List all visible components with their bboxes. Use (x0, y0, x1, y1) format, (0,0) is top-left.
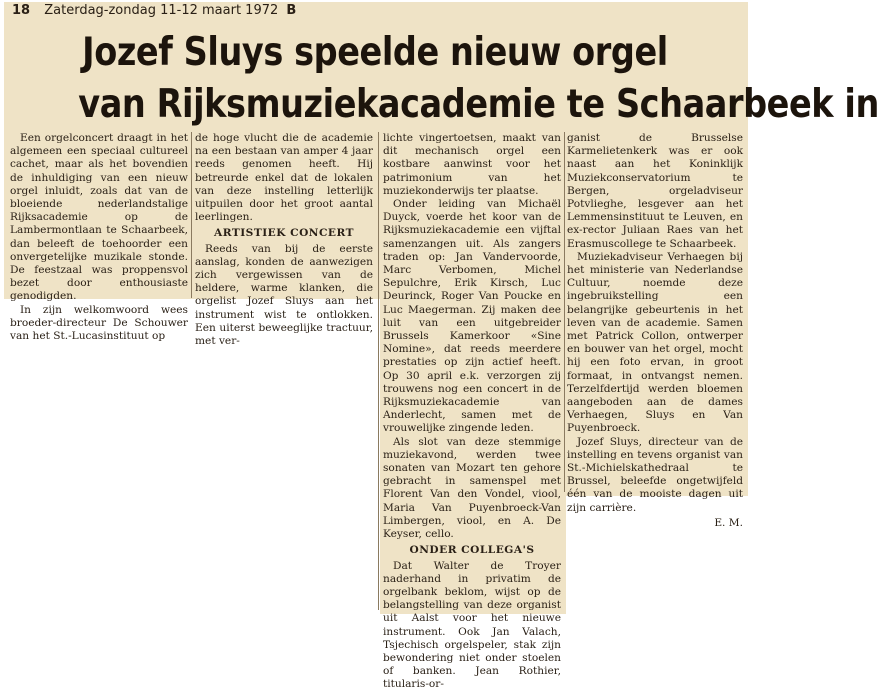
paragraph: de hoge vlucht die de academie na een bestaan van amper 4 jaar reeds genomen heeft. Hij betreurde enkel dat de lokalen van deze instelling letterlijk uitpuilen door het groot aantal leerlingen. (195, 132, 373, 224)
article-column-3 (383, 132, 561, 691)
paragraph: Als slot van deze stemmige muziekavond, werden twee sonaten van Mozart ten gehore gebracht in samenspel met Florent Van den Vondel, viool, Maria Van Puyenbroeck-Van Limbergen, viool, en A. De Keyser, cello. (383, 435, 561, 541)
paragraph: Muziekadviseur Verhaegen bij het ministerie van Nederlandse Cultuur, noemde deze ingebruikstelling een belangrijke gebeurtenis in het leven van de academie. Samen met Patrick Collon, ontwerper en bouwer van het orgel, mocht hij een foto ervan, in groot formaat, in ontvangst nemen. Terzelfdertijd werden bloemen aangeboden aan de dames Verhaegen, Sluys en Van Puyenbroeck. (567, 250, 743, 435)
article-column-4 (567, 132, 743, 529)
edition-letter: B (286, 3, 297, 18)
paragraph: ganist de Brusselse Karmelietenkerk was er ook naast aan het Koninklijk Muziekconservatorium te Bergen, orgeladviseur Potvlieghe, lesgever aan het Lemmensinstituut te Leuven, en ex-rector Juliaan Raes van het Erasmuscollege te Schaarbeek. (567, 132, 743, 250)
headline-line-1: Jozef Sluys speelde nieuw orgel (82, 30, 668, 75)
article-column-2 (195, 132, 373, 348)
paragraph: Jozef Sluys, directeur van de instelling en tevens organist van St.-Michielskathedraal te Brussel, beleefde ongetwijfeld één van de mooiste dagen uit zijn carrière. (567, 435, 743, 514)
page-number: 18 (12, 3, 31, 18)
section-heading: ONDER COLLEGA'S (409, 544, 535, 557)
section-heading: ARTISTIEK CONCERT (214, 227, 354, 240)
column-divider (564, 132, 565, 492)
author-signature: E. M. (714, 516, 743, 529)
paragraph: Dat Walter de Troyer naderhand in privatim de orgelbank beklom, wijst op de belangstelling van deze organist uit Aalst voor het nieuwe instrument. Ook Jan Valach, Tsjechisch orgelspeler, stak zijn bewondering niet onder stoelen of banken. Jean Rothier, titularis-or- (383, 559, 561, 691)
paragraph: In zijn welkomwoord wees broeder-directeur De Schouwer van het St.-Lucasinstituut op (10, 303, 188, 343)
paragraph: lichte vingertoetsen, maakt van dit mechanisch orgel een kostbare aanwinst voor het patrimonium van het muziekonderwijs ter plaatse. (383, 132, 561, 197)
column-divider (191, 132, 192, 298)
dateline (12, 3, 296, 18)
publication-date: Zaterdag-zondag 11-12 maart 1972 (44, 3, 279, 18)
headline-line-2: van Rijksmuziekacademie te Schaarbeek in (78, 82, 879, 127)
paragraph: Onder leiding van Michaël Duyck, voerde het koor van de Rijksmuziekacademie een vijftal samenzangen uit. Als zangers traden op: Jan Vandervoorde, Marc Verbomen, Michel Sepulchre, Erik Kirsch, Luc Deurinck, Roger Van Poucke en Luc Maegerman. Zij maken dee luit van een uitgebreider Brussels Kamerkoor «Sine Nomine», dat reeds meerdere prestaties op zijn actief heeft. Op 30 april e.k. verzorgen zij trouwens nog een concert in de Rijksmuziekacademie van Anderlecht, samen met de vrouwelijke zingende leden. (383, 198, 561, 435)
article-column-1 (10, 132, 188, 343)
paragraph: Reeds van bij de eerste aanslag, konden de aanwezigen zich vergewissen van de heldere, warme klanken, die orgelist Jozef Sluys aan het instrument wist te ontlokken. Een uiterst beweeglijke tractuur, met ver- (195, 242, 373, 348)
paragraph: Een orgelconcert draagt in het algemeen een speciaal cultureel cachet, maar als het bovendien de inhuldiging van een nieuw orgel inluidt, zoals dat van de bloeiende nederlandstalige Rijksacademie op de Lambermontlaan te Schaarbeek, dan beleeft de toehoorder een onvergetelijke muzikale stonde. De feestzaal was proppensvol bezet door enthousiaste genodigden. (10, 132, 188, 303)
column-divider (378, 132, 379, 610)
